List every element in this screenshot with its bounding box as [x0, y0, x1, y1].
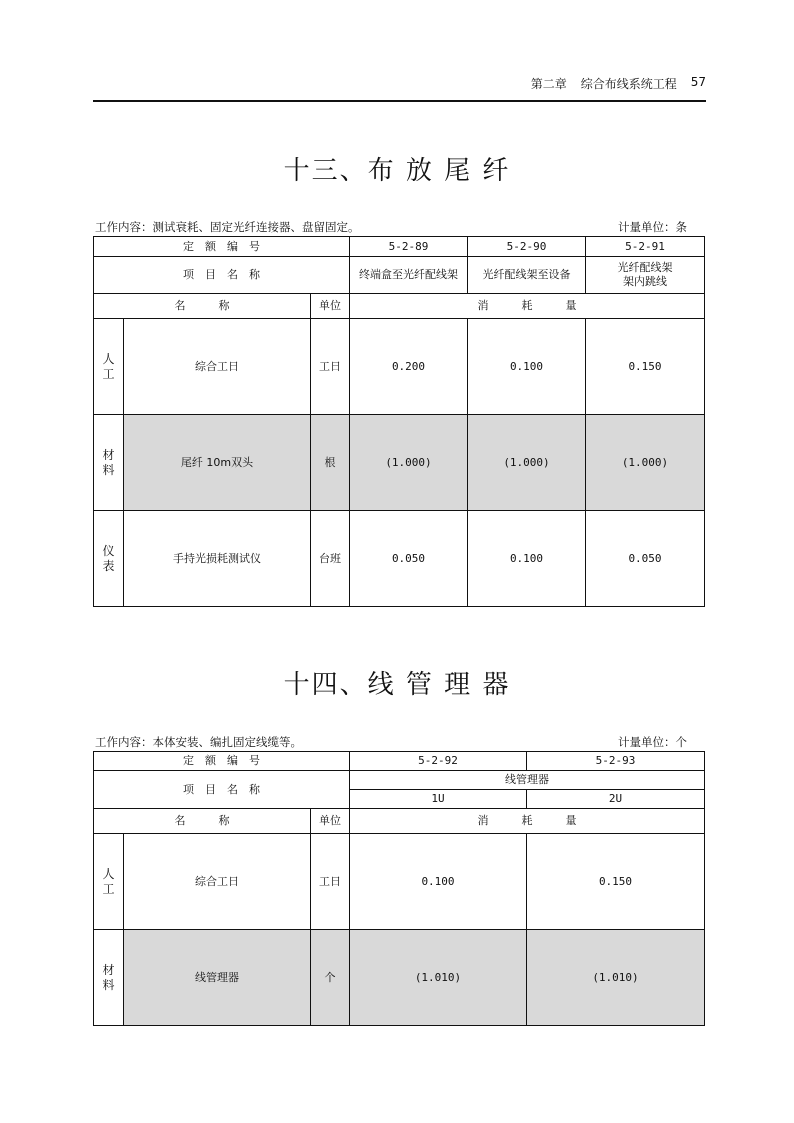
resource-unit: 工日	[311, 834, 350, 930]
work-content: 工作内容：本体安装、编扎固定线缆等。	[95, 735, 302, 749]
value-cell: 0.100	[350, 834, 527, 930]
value-cell: (1.010)	[350, 930, 527, 1026]
category-cell: 材 料	[94, 930, 124, 1026]
resource-unit: 根	[311, 415, 350, 511]
value-cell: 0.100	[468, 511, 586, 607]
table-row	[94, 294, 705, 319]
quota-number-label: 定 额 编 号	[94, 752, 350, 771]
quota-table	[93, 751, 705, 1026]
quota-table	[93, 236, 705, 607]
quota-code: 5-2-93	[527, 752, 705, 771]
item-name: 光纤配线架至设备	[468, 257, 586, 294]
value-cell: 0.150	[527, 834, 705, 930]
unit-header: 单位	[311, 294, 350, 319]
quota-code: 5-2-91	[586, 237, 705, 257]
value-cell: 0.200	[350, 319, 468, 415]
table-row	[94, 771, 705, 790]
item-name: 2U	[527, 790, 705, 809]
quota-code: 5-2-92	[350, 752, 527, 771]
value-cell: (1.010)	[527, 930, 705, 1026]
item-name: 1U	[350, 790, 527, 809]
resource-name: 尾纤 10m双头	[124, 415, 311, 511]
consumption-header: 消 耗 量	[350, 809, 705, 834]
table-row	[94, 415, 705, 511]
value-cell: 0.050	[350, 511, 468, 607]
work-content: 工作内容：测试衰耗、固定光纤连接器、盘留固定。	[95, 220, 360, 234]
quota-number-label: 定 额 编 号	[94, 237, 350, 257]
table-row	[94, 752, 705, 771]
name-header: 名 称	[94, 809, 311, 834]
item-group-name: 线管理器	[350, 771, 705, 790]
unit-header: 单位	[311, 809, 350, 834]
name-header: 名 称	[94, 294, 311, 319]
header-rule	[93, 100, 706, 102]
value-cell: (1.000)	[586, 415, 705, 511]
quota-code: 5-2-89	[350, 237, 468, 257]
section-title: 十四、线 管 理 器	[283, 670, 511, 700]
page-header	[520, 75, 706, 92]
value-cell: (1.000)	[468, 415, 586, 511]
table-row	[94, 257, 705, 294]
item-name: 光纤配线架 架内跳线	[586, 257, 705, 294]
measure-unit: 计量单位：条	[618, 220, 687, 234]
resource-name: 综合工日	[124, 319, 311, 415]
item-name-label: 项 目 名 称	[94, 771, 350, 809]
resource-name: 手持光损耗测试仪	[124, 511, 311, 607]
consumption-header: 消 耗 量	[350, 294, 705, 319]
page-number: 57	[690, 75, 706, 89]
category-cell: 人 工	[94, 834, 124, 930]
value-cell: 0.150	[586, 319, 705, 415]
resource-unit: 台班	[311, 511, 350, 607]
section-label: 综合布线系统工程	[580, 77, 677, 91]
table-row	[94, 834, 705, 930]
resource-name: 综合工日	[124, 834, 311, 930]
table-row	[94, 511, 705, 607]
measure-unit: 计量单位：个	[618, 735, 687, 749]
table-row	[94, 237, 705, 257]
resource-name: 线管理器	[124, 930, 311, 1026]
resource-unit: 工日	[311, 319, 350, 415]
category-cell: 人 工	[94, 319, 124, 415]
value-cell: 0.100	[468, 319, 586, 415]
category-cell: 材 料	[94, 415, 124, 511]
value-cell: 0.050	[586, 511, 705, 607]
category-cell: 仪 表	[94, 511, 124, 607]
work-content-line	[95, 219, 687, 235]
section-title: 十三、布 放 尾 纤	[283, 156, 511, 186]
quota-code: 5-2-90	[468, 237, 586, 257]
work-content-line	[95, 734, 687, 750]
table-row	[94, 930, 705, 1026]
chapter-label: 第二章	[530, 77, 567, 91]
table-row	[94, 809, 705, 834]
resource-unit: 个	[311, 930, 350, 1026]
item-name-label: 项 目 名 称	[94, 257, 350, 294]
item-name: 终端盒至光纤配线架	[350, 257, 468, 294]
value-cell: (1.000)	[350, 415, 468, 511]
table-row	[94, 319, 705, 415]
